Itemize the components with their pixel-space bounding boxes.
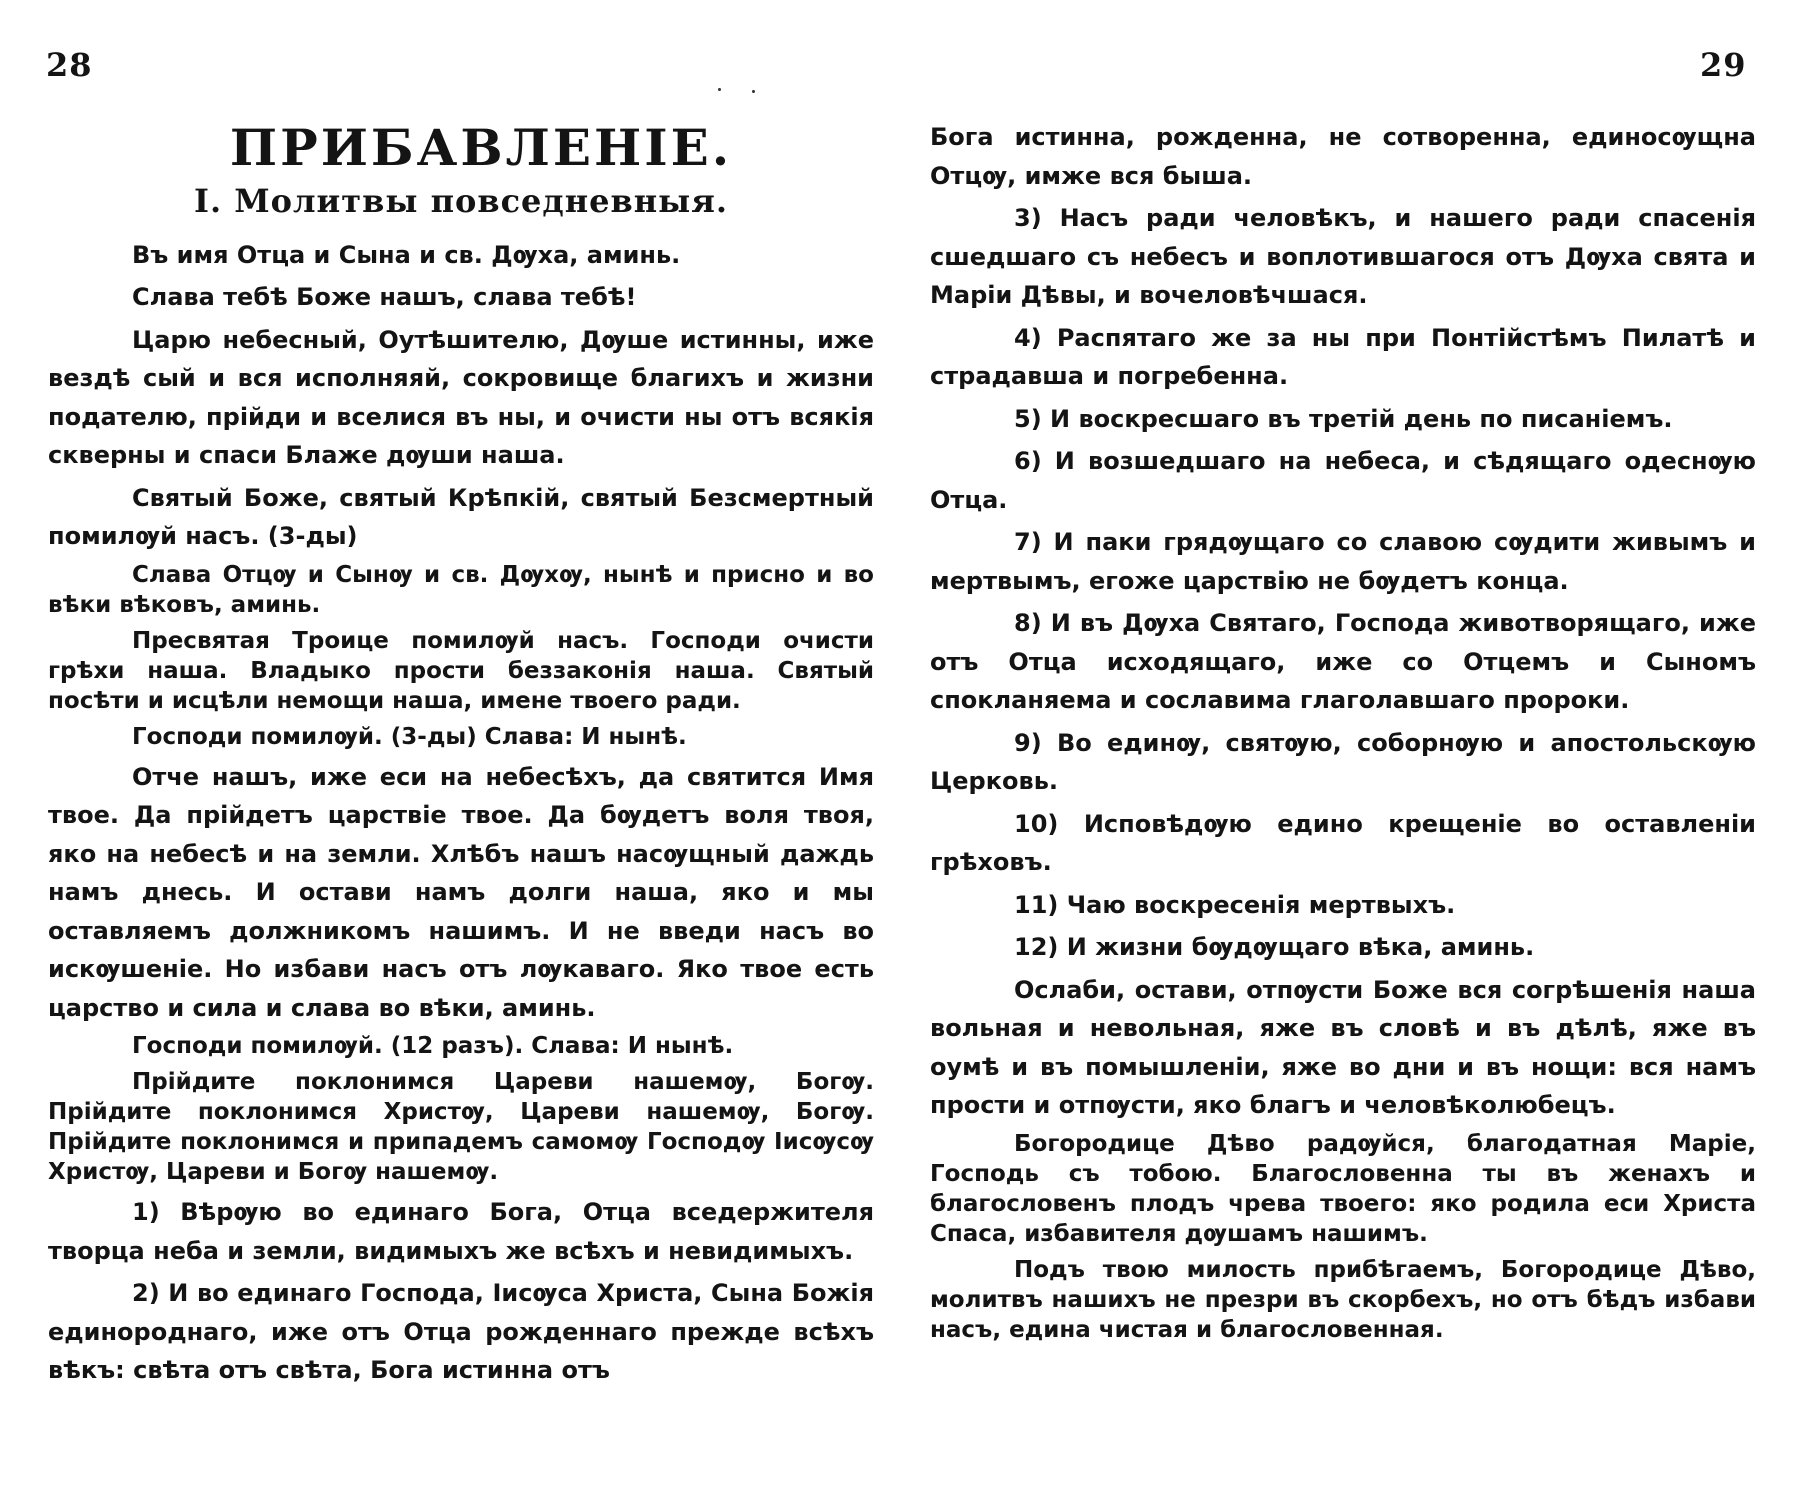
prayer-paragraph: Богородице Дѣво радѹйся, благодатная Маріе, Господь съ тобою. Благословенна ты въ женахъ и благословенъ плодъ чрева твоего: яко родила еси Христа Спаса, избавителя дѹшамъ нашимъ.: [930, 1130, 1756, 1247]
prayer-paragraph: Царю небесный, Оутѣшителю, Дѹше истинны, иже вездѣ сый и вся исполняяй, сокровище благихъ и жизни подателю, прійди и вселися въ ны, и очисти ны отъ всякія скверны и спаси Блаже дѹши наша.: [48, 325, 874, 470]
prayer-paragraph: Господи помилѹй. (3-ды) Слава: И нынѣ.: [132, 723, 687, 750]
prayer-paragraph: Слава Отцѹ и Сынѹ и св. Дѹхѹ, нынѣ и присно и во вѣки вѣковъ, аминь.: [48, 561, 874, 618]
section-title: I. Молитвы повседневныя.: [193, 182, 729, 220]
creed-article: 6) И возшедшаго на небеса, и сѣдящаго одеснѹю Отца.: [930, 447, 1756, 514]
prayer-paragraph: Слава тебѣ Боже нашъ, слава тебѣ!: [132, 283, 637, 312]
left-page-number: 28: [46, 46, 93, 84]
right-page-text: [930, 118, 1756, 1345]
appendix-title: ПРИБАВЛЕНІЕ.: [229, 120, 733, 177]
creed-article: 11) Чаю воскресенія мертвыхъ.: [1014, 890, 1456, 919]
prayer-paragraph: Въ имя Отца и Сына и св. Дѹха, аминь.: [132, 240, 681, 269]
creed-article: 1) Вѣрѹю во единаго Бога, Отца вседержителя творца неба и земли, видимыхъ же всѣхъ и невидимыхъ.: [48, 1198, 874, 1265]
prayer-paragraph: Пресвятая Троице помилѹй насъ. Господи очисти грѣхи наша. Владыко прости беззаконія наша. Святый посѣти и исцѣли немощи наша, имене твоего ради.: [48, 627, 874, 714]
prayer-paragraph: Ослаби, остави, отпѹсти Боже вся согрѣшенія наша вольная и невольная, яже въ словѣ и въ дѣлѣ, яже въ оумѣ и въ помышленіи, яже во дни и въ нощи: вся намъ прости и отпѹсти, яко благъ и человѣколюбецъ.: [930, 975, 1756, 1119]
prayer-paragraph: Господи помилѹй. (12 разъ). Слава: И нынѣ.: [132, 1033, 734, 1060]
right-page-column: [930, 118, 1756, 1478]
creed-article: 9) Во единѹ, святѹю, соборнѹю и апостольскѹю Церковь.: [930, 728, 1756, 795]
creed-article: 5) И воскресшаго въ третій день по писаніемъ.: [1014, 404, 1673, 433]
print-speck: [752, 90, 755, 93]
creed-article: 10) Исповѣдѹю едино крещеніе во оставленіи грѣховъ.: [930, 809, 1756, 876]
left-page-text: [48, 236, 874, 1390]
creed-article: 4) Распятаго же за ны при Понтійстѣмъ Пилатѣ и страдавша и погребенна.: [930, 323, 1756, 390]
creed-article: 3) Насъ ради человѣкъ, и нашего ради спасенія сшедшаго съ небесъ и воплотившагося отъ Дѹха свята и Маріи Дѣвы, и вочеловѣчшася.: [930, 204, 1756, 309]
prayer-paragraph: Святый Боже, святый Крѣпкій, святый Безсмертный помилѹй насъ. (3-ды): [48, 483, 874, 551]
print-speck: [718, 88, 721, 91]
creed-continuation: Бога истинна, рожденна, не сотворенна, единосѹщна Отцѹ, имже вся быша.: [930, 123, 1756, 190]
creed-article: 8) И въ Дѹха Святаго, Господа животворящаго, иже отъ Отца исходящаго, иже со Отцемъ и Сыномъ спокланяема и сославима глаголавшаго пророки.: [930, 609, 1756, 714]
right-page-number: 29: [1700, 46, 1747, 84]
prayer-paragraph: Подъ твою милость прибѣгаемъ, Богородице Дѣво, молитвъ нашихъ не презри въ скорбехъ, но отъ бѣдъ избави насъ, едина чистая и благословенная.: [930, 1256, 1756, 1343]
prayer-paragraph: Прійдите поклонимся Цареви нашемѹ, Богѹ. Прійдите поклонимся Христѹ, Цареви нашемѹ, Богѹ. Прійдите поклонимся и припадемъ самомѹ Господѹ Іисѹсѹ Христѹ, Цареви и Богѹ нашемѹ.: [48, 1069, 874, 1186]
left-page-column: [48, 120, 874, 1480]
prayer-paragraph: Отче нашъ, иже еси на небесѣхъ, да святится Имя твое. Да прійдетъ царствіе твое. Да бѹдетъ воля твоя, яко на небесѣ и на земли. Хлѣбъ нашъ насѹщный даждь намъ днесь. И остави намъ долги наша, яко и мы оставляемъ должникомъ нашимъ. И не введи насъ во искѹшеніе. Но избави насъ отъ лѹкаваго. Яко твое есть царство и сила и слава во вѣки, аминь.: [48, 762, 874, 1022]
creed-article: 7) И паки грядѹщаго со славою сѹдити живымъ и мертвымъ, егоже царствію не бѹдетъ конца.: [930, 528, 1756, 595]
creed-article: 12) И жизни бѹдѹщаго вѣка, аминь.: [1014, 933, 1535, 961]
creed-article: 2) И во единаго Господа, Іисѹса Христа, Сына Божія единороднаго, иже отъ Отца рожденнаго прежде всѣхъ вѣкъ: свѣта отъ свѣта, Бога истинна отъ: [48, 1279, 874, 1385]
